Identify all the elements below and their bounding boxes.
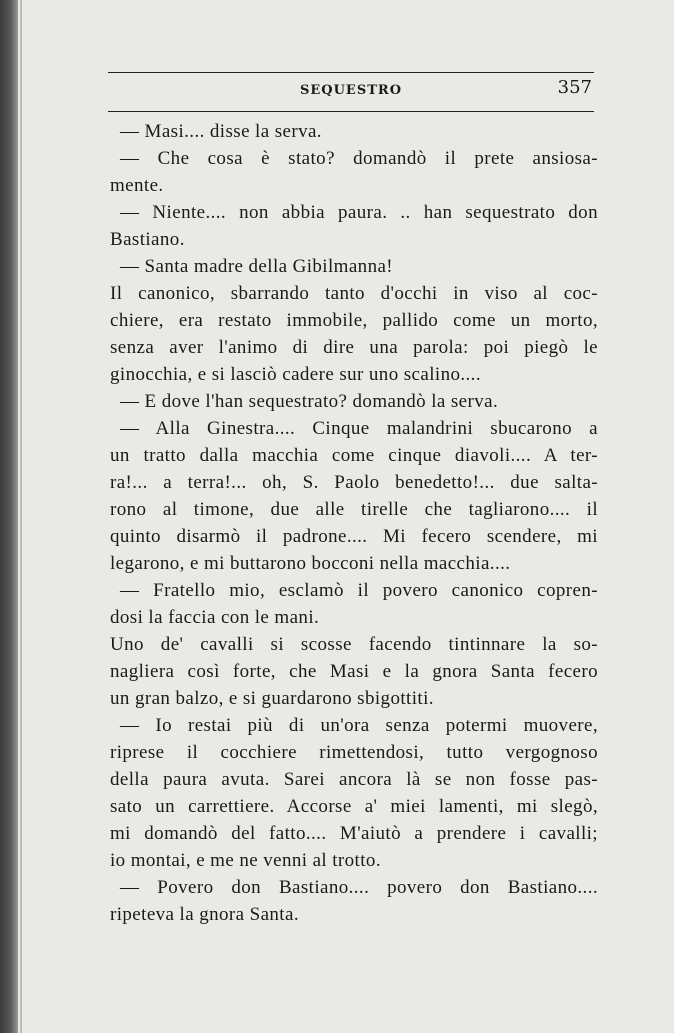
- body-text: [110, 118, 598, 928]
- text-line: ripeteva la gnora Santa.: [110, 904, 299, 925]
- text-line: — Niente.... non abbia paura. .. han sequestrato don: [120, 202, 598, 223]
- text-line: sato un carrettiere. Accorse a' miei lamenti, mi slegò,: [110, 796, 598, 817]
- text-line: della paura avuta. Sarei ancora là se non fosse pas-: [110, 769, 598, 790]
- text-line: Uno de' cavalli si scosse facendo tintinnare la so-: [110, 634, 598, 655]
- text-line: io montai, e me ne venni al trotto.: [110, 850, 381, 871]
- text-line: — Santa madre della Gibilmanna!: [120, 256, 394, 277]
- page-number: 357: [557, 77, 592, 98]
- text-line: mi domandò del fatto.... M'aiutò a prendere i cavalli;: [110, 823, 598, 844]
- text-line: — Masi.... disse la serva.: [120, 121, 322, 142]
- text-line: quinto disarmò il padrone.... Mi fecero scendere, mi: [110, 526, 598, 547]
- text-line: — Io restai più di un'ora senza potermi muovere,: [120, 715, 598, 736]
- text-line: mente.: [110, 175, 164, 196]
- text-line: — E dove l'han sequestrato? domandò la serva.: [120, 391, 499, 412]
- text-line: un gran balzo, e si guardarono sbigottiti.: [110, 688, 434, 709]
- text-line: — Povero don Bastiano.... povero don Bastiano....: [120, 877, 598, 898]
- text-line: Bastiano.: [110, 229, 185, 250]
- text-line: — Fratello mio, esclamò il povero canonico copren-: [120, 580, 598, 601]
- text-line: senza aver l'animo di dire una parola: poi piegò le: [110, 337, 598, 358]
- text-line: — Alla Ginestra.... Cinque malandrini sbucarono a: [120, 418, 598, 439]
- text-line: nagliera così forte, che Masi e la gnora Santa fecero: [110, 661, 598, 682]
- text-line: riprese il cocchiere rimettendosi, tutto vergognoso: [110, 742, 598, 763]
- text-line: un tratto dalla macchia come cinque diavoli.... A ter-: [110, 445, 598, 466]
- text-line: rono al timone, due alle tirelle che tagliarono.... il: [110, 499, 598, 520]
- text-line: ra!... a terra!... oh, S. Paolo benedetto!... due salta-: [110, 472, 598, 493]
- running-head: SEQUESTRO: [299, 83, 403, 98]
- text-line: legarono, e mi buttarono bocconi nella macchia....: [110, 553, 511, 574]
- text-line: chiere, era restato immobile, pallido come un morto,: [110, 310, 598, 331]
- page-header: [108, 72, 594, 112]
- book-spine-shadow: [0, 0, 18, 1033]
- page-edge: [20, 0, 22, 1033]
- text-line: — Che cosa è stato? domandò il prete ansiosa-: [120, 148, 598, 169]
- text-line: dosi la faccia con le mani.: [110, 607, 320, 628]
- text-line: ginocchia, e si lasciò cadere sur uno scalino....: [110, 364, 481, 385]
- text-line: Il canonico, sbarrando tanto d'occhi in viso al coc-: [110, 283, 598, 304]
